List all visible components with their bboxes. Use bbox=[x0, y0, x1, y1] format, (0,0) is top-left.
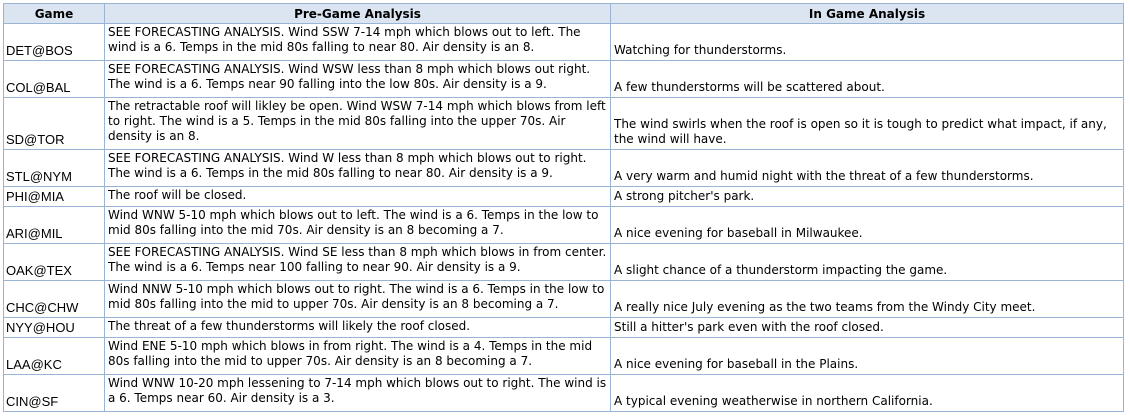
in-game-cell[interactable]: A nice evening for baseball in the Plains. bbox=[611, 338, 1124, 375]
table-row bbox=[4, 187, 1124, 207]
game-cell[interactable]: STL@NYM bbox=[4, 150, 105, 187]
game-cell[interactable]: DET@BOS bbox=[4, 24, 105, 61]
header-pre-game-analysis: Pre-Game Analysis bbox=[105, 4, 611, 24]
in-game-cell[interactable]: A very warm and humid night with the threat of a few thunderstorms. bbox=[611, 150, 1124, 187]
table-row bbox=[4, 281, 1124, 318]
pre-game-cell[interactable]: Wind ENE 5-10 mph which blows in from right. The wind is a 4. Temps in the mid 80s falling into the mid to upper 70s. Air density is an 8 becoming a 7. bbox=[105, 338, 611, 375]
in-game-cell[interactable]: A strong pitcher's park. bbox=[611, 187, 1124, 207]
game-cell[interactable]: OAK@TEX bbox=[4, 244, 105, 281]
table-row bbox=[4, 61, 1124, 98]
header-in-game-analysis: In Game Analysis bbox=[611, 4, 1124, 24]
table-row bbox=[4, 150, 1124, 187]
weather-analysis-sheet bbox=[3, 3, 1124, 412]
game-cell[interactable]: ARI@MIL bbox=[4, 207, 105, 244]
in-game-cell[interactable]: Watching for thunderstorms. bbox=[611, 24, 1124, 61]
in-game-cell[interactable]: A typical evening weatherwise in northern California. bbox=[611, 375, 1124, 412]
pre-game-cell[interactable]: SEE FORECASTING ANALYSIS. Wind W less than 8 mph which blows out to right. The wind is a 6. Temps in the mid 80s falling to near 80. Air density is a 9. bbox=[105, 150, 611, 187]
table-row bbox=[4, 375, 1124, 412]
pre-game-cell[interactable]: Wind WNW 10-20 mph lessening to 7-14 mph which blows out to right. The wind is a 6. Temps near 60. Air density is a 3. bbox=[105, 375, 611, 412]
game-cell[interactable]: SD@TOR bbox=[4, 98, 105, 150]
pre-game-cell[interactable]: Wind WNW 5-10 mph which blows out to left. The wind is a 6. Temps in the low to mid 80s falling into the mid 70s. Air density is an 8 becoming a 7. bbox=[105, 207, 611, 244]
header-game: Game bbox=[4, 4, 105, 24]
in-game-cell[interactable]: A nice evening for baseball in Milwaukee. bbox=[611, 207, 1124, 244]
game-cell[interactable]: CIN@SF bbox=[4, 375, 105, 412]
in-game-cell[interactable]: Still a hitter's park even with the roof closed. bbox=[611, 318, 1124, 338]
pre-game-cell[interactable]: The roof will be closed. bbox=[105, 187, 611, 207]
pre-game-cell[interactable]: SEE FORECASTING ANALYSIS. Wind SSW 7-14 mph which blows out to left. The wind is a 6. Temps in the mid 80s falling to near 80. Air density is an 8. bbox=[105, 24, 611, 61]
in-game-cell[interactable]: A slight chance of a thunderstorm impacting the game. bbox=[611, 244, 1124, 281]
pre-game-cell[interactable]: SEE FORECASTING ANALYSIS. Wind WSW less than 8 mph which blows out right. The wind is a 6. Temps near 90 falling into the low 80s. Air density is a 9. bbox=[105, 61, 611, 98]
in-game-cell[interactable]: A few thunderstorms will be scattered about. bbox=[611, 61, 1124, 98]
game-cell[interactable]: NYY@HOU bbox=[4, 318, 105, 338]
pre-game-cell[interactable]: SEE FORECASTING ANALYSIS. Wind SE less than 8 mph which blows in from center. The wind is a 6. Temps near 100 falling to near 90. Air density is a 9. bbox=[105, 244, 611, 281]
game-cell[interactable]: CHC@CHW bbox=[4, 281, 105, 318]
weather-analysis-table bbox=[3, 3, 1124, 412]
table-row bbox=[4, 244, 1124, 281]
table-row bbox=[4, 338, 1124, 375]
in-game-cell[interactable]: The wind swirls when the roof is open so it is tough to predict what impact, if any, the wind will have. bbox=[611, 98, 1124, 150]
pre-game-cell[interactable]: Wind NNW 5-10 mph which blows out to right. The wind is a 6. Temps in the low to mid 80s falling into the mid to upper 70s. Air density is an 8 becoming a 7. bbox=[105, 281, 611, 318]
table-row bbox=[4, 207, 1124, 244]
header-row bbox=[4, 4, 1124, 24]
table-row bbox=[4, 318, 1124, 338]
game-cell[interactable]: LAA@KC bbox=[4, 338, 105, 375]
game-cell[interactable]: PHI@MIA bbox=[4, 187, 105, 207]
pre-game-cell[interactable]: The retractable roof will likley be open. Wind WSW 7-14 mph which blows from left to right. The wind is a 5. Temps in the mid 80s falling into the upper 70s. Air density is an 8. bbox=[105, 98, 611, 150]
table-row bbox=[4, 24, 1124, 61]
game-cell[interactable]: COL@BAL bbox=[4, 61, 105, 98]
in-game-cell[interactable]: A really nice July evening as the two teams from the Windy City meet. bbox=[611, 281, 1124, 318]
table-row bbox=[4, 98, 1124, 150]
pre-game-cell[interactable]: The threat of a few thunderstorms will likely the roof closed. bbox=[105, 318, 611, 338]
